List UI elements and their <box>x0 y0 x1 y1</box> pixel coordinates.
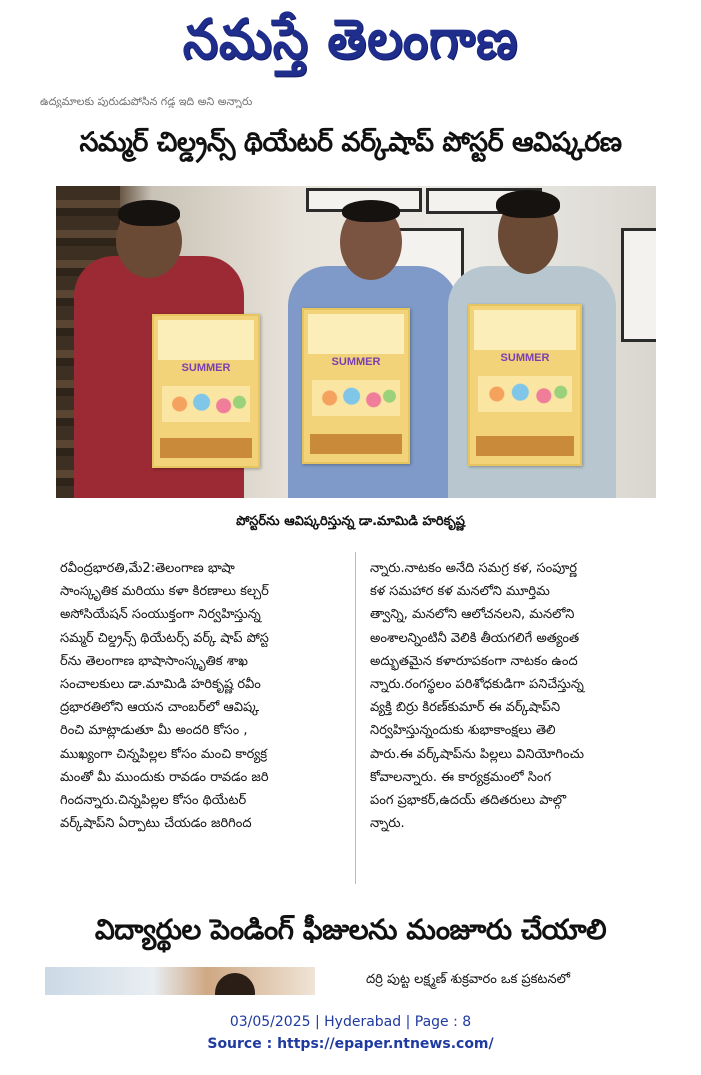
second-article-photo <box>45 967 315 995</box>
poster-title: SUMMER <box>331 356 381 368</box>
article-headline: సమ్మర్ చిల్డ్రన్స్ థియేటర్ వర్క్‌షాప్ పోస్టర్ ఆవిష్కరణ <box>79 127 622 158</box>
summer-poster <box>468 304 582 466</box>
wall-frame <box>621 228 656 342</box>
article-photo <box>56 186 656 498</box>
poster-title: SUMMER <box>181 362 231 374</box>
photo-caption: పోస్టర్‌ను ఆవిష్కరిస్తున్న డా.మామిడి హరికృష్ణ <box>236 514 465 529</box>
footer-date-line: 03/05/2025 | Hyderabad | Page : 8 <box>229 1014 472 1030</box>
footer-source-line: Source : https://epaper.ntnews.com/ <box>207 1036 494 1052</box>
article-body-left-column: రవీంద్రభారతి,మే2:తెలంగాణ భాషా సాంస్కృతిక మరియు కళా కిరణాలు కల్చర్ అసోసియేషన్ సంయుక్తంగా నిర్వహిస్తున్న సమ్మర్ చిల్డ్రన్స్ థియేటర్స్ వర్క్ షాప్ పోస్ట ర్‌ను తెలంగాణ భాషాసాంస్కృతిక శాఖ సంచాలకులు డా.మామిడి హరికృష్ణ రవీం ద్రభారతిలోని ఆయన చాంబర్‌లో ఆవిష్క రించి మాట్లాడుతూ మీ అందరి కోసం , ముఖ్యంగా చిన్నపిల్లల కోసం మంచి కార్యక్ర మంతో మీ ముందుకు రావడం రావడం జరి గిందన్నారు.చిన్నపిల్లల కోసం థియేటర్ వర్క్‌షాప్‌ని ఏర్పాటు చేయడం జరిగింద <box>60 561 269 832</box>
column-divider <box>355 552 356 884</box>
second-article-snippet: దర్రి పుట్ట లక్ష్మణ్ శుక్రవారం ఒక ప్రకటనలో <box>366 972 570 987</box>
summer-poster <box>302 308 410 464</box>
second-article-headline: విద్యార్థుల పెండింగ్ ఫీజులను మంజూరు చేయాలి <box>94 913 607 946</box>
cutoff-text-line: ఉద్యమాలకు పురుడుపోసిన గడ్డ ఇది అని అన్నారు <box>40 96 253 108</box>
masthead <box>0 0 701 92</box>
summer-poster <box>152 314 260 468</box>
masthead-title: నమస్తే తెలంగాణ <box>182 6 519 71</box>
article-body-right-column: న్నారు.నాటకం అనేది సమగ్ర కళ, సంపూర్ణ కళ సమహార కళ మనలోని మూర్తిమ త్వాన్ని, మనలోని ఆలోచనలని, మనలోని అంశాలన్నింటినీ వెలికి తీయగలిగే అత్యంత అద్భుతమైన కళారూపకంగా నాటకం ఉంద న్నారు.రంగస్థలం పరిశోధకుడిగా పనిచేస్తున్న వ్యక్తి బిర్రు కిరణ్‌కుమార్ ఈ వర్క్‌షాప్‌ని నిర్వహిస్తున్నందుకు శుభాకాంక్షలు తెలి పారు.ఈ వర్క్‌షాప్‌ను పిల్లలు వినియోగించు కోవాలన్నారు. ఈ కార్యక్రమంలో సింగ పంగ ప్రభాకర్,ఉదయ్ తదితరులు పాల్గొ న్నారు. <box>370 561 584 832</box>
poster-title: SUMMER <box>500 352 550 364</box>
